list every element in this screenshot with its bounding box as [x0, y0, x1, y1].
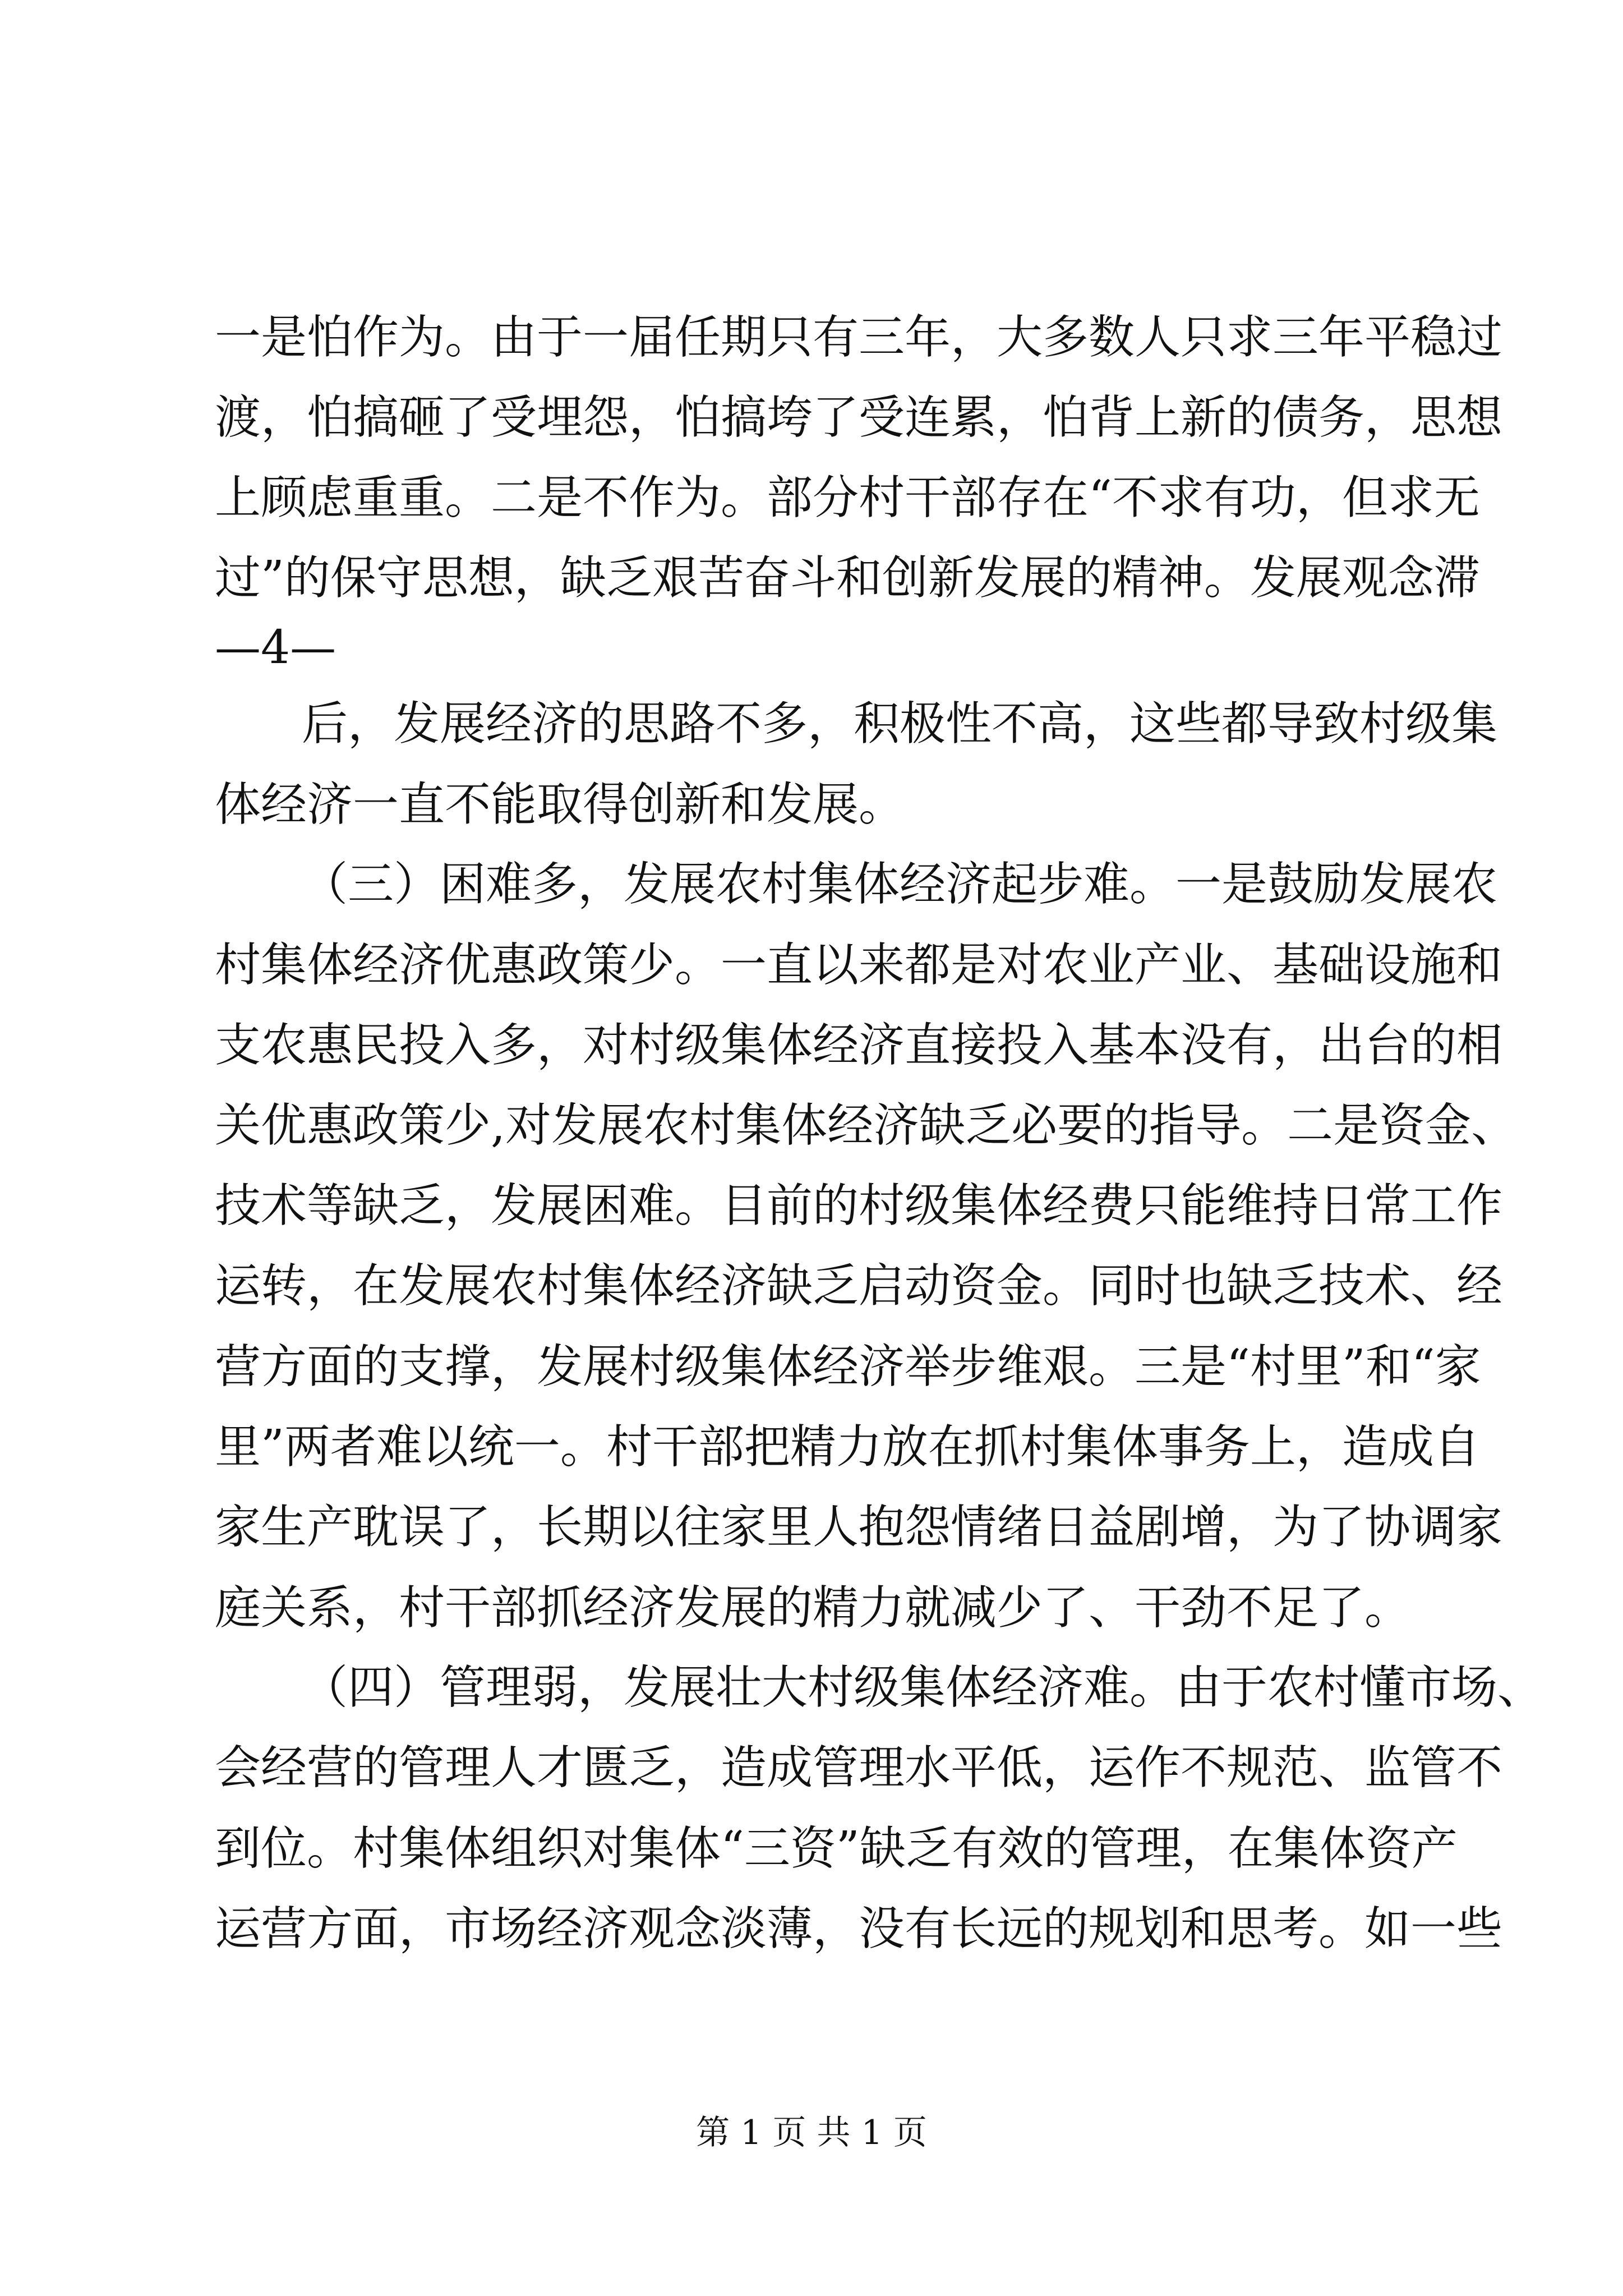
body-text-line: 后，发展经济的思路不多，积极性不高，这些都导致村级集 [302, 697, 1498, 751]
body-text-line: 里”两者难以统一。村干部把精力放在抓村集体事务上，造成自 [215, 1420, 1480, 1474]
page-marker: —4— [215, 621, 336, 674]
body-text-line: 营方面的支撑，发展村级集体经济举步维艰。三是“村里”和“家 [215, 1340, 1481, 1393]
body-text-line: 技术等缺乏，发展困难。目前的村级集体经费只能维持日常工作 [215, 1179, 1503, 1232]
body-text-line: 过”的保守思想，缺乏艰苦奋斗和创新发展的精神。发展观念滞 [215, 551, 1480, 605]
body-text-line: 一是怕作为。由于一届任期只有三年，大多数人只求三年平稳过 [215, 311, 1503, 364]
body-text-line: 到位。村集体组织对集体“三资”缺乏有效的管理，在集体资产 [215, 1822, 1458, 1875]
body-text-line: 关优惠政策少,对发展农村集体经济缺乏必要的指导。二是资金、 [215, 1099, 1518, 1152]
body-text-line: 运营方面，市场经济观念淡薄，没有长远的规划和思考。如一些 [215, 1902, 1503, 1955]
body-text-line: 会经营的管理人才匮乏，造成管理水平低，运作不规范、监管不 [215, 1741, 1503, 1795]
paragraph-first-line: （三）困难多，发展农村集体经济起步难。一是鼓励发展农 [302, 858, 1498, 911]
body-text-line: 体经济一直不能取得创新和发展。 [215, 778, 905, 831]
body-text-line: 运转，在发展农村集体经济缺乏启动资金。同时也缺乏技术、经 [215, 1259, 1503, 1313]
body-text-line: 支农惠民投入多，对村级集体经济直接投入基本没有，出台的相 [215, 1019, 1503, 1072]
body-text-line: 上顾虑重重。二是不作为。部分村干部存在“不求有功，但求无 [215, 471, 1480, 524]
body-text-line: 渡，怕搞砸了受埋怨，怕搞垮了受连累，怕背上新的债务，思想 [215, 391, 1503, 444]
body-text-line: 村集体经济优惠政策少。一直以来都是对农业产业、基础设施和 [215, 938, 1503, 992]
body-text-line: 庭关系，村干部抓经济发展的精力就减少了、干劲不足了。 [215, 1581, 1411, 1635]
paragraph-first-line: （四）管理弱，发展壮大村级集体经济难。由于农村懂市场、 [302, 1661, 1544, 1714]
body-text-line: 家生产耽误了，长期以往家里人抱怨情绪日益剧增，为了协调家 [215, 1501, 1503, 1554]
page-footer: 第 1 页 共 1 页 [696, 2113, 927, 2152]
